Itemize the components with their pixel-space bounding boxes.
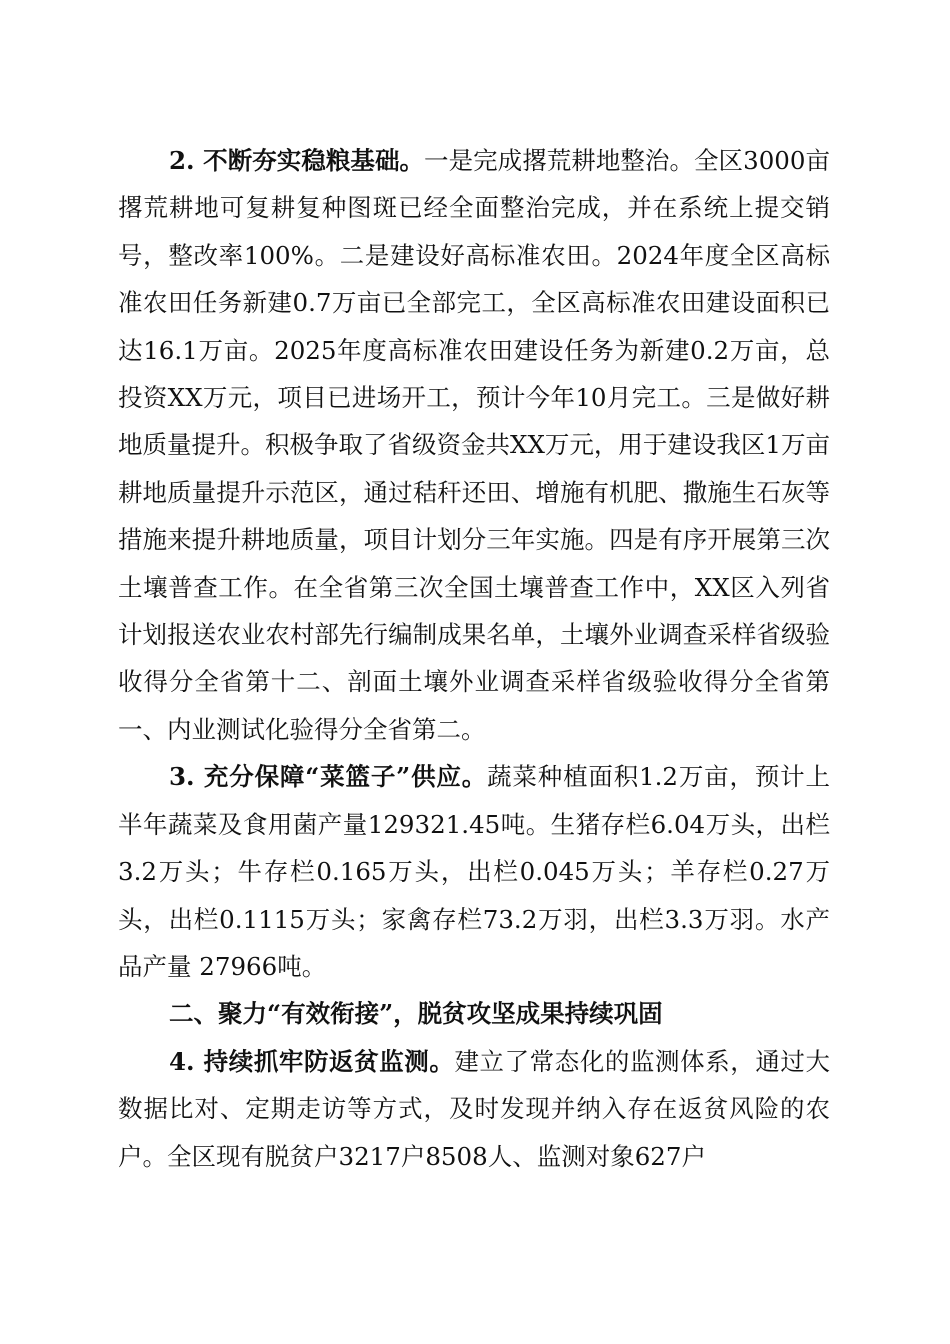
paragraph-body: 蔬菜种植面积1.2万亩，预计上半年蔬菜及食用菌产量129321.45吨。生猪存栏6.04万头，出栏3.2万头；牛存栏0.165万头，出栏0.045万头；羊存栏0.27万头，出栏0.1115万头；家禽存栏73.2万羽，出栏3.3万羽。水产品产量 27966吨。 [118, 762, 830, 981]
paragraph-vegetable-basket [118, 753, 830, 990]
section-heading [118, 990, 830, 1037]
paragraph-body: 建立了常态化的监测体系，通过大数据比对、定期走访等方式，及时发现并纳入存在返贫风险的农户。全区现有脱贫户3217户8508人、监测对象627户 [118, 1046, 830, 1171]
paragraph-lead: 2. 不断夯实稳粮基础。 [169, 146, 425, 175]
paragraph-grain-foundation [118, 137, 830, 753]
paragraph-lead: 4. 持续抓牢防返贫监测。 [169, 1046, 455, 1076]
paragraph-poverty-monitoring [118, 1038, 830, 1180]
paragraph-lead: 3. 充分保障“菜篮子”供应。 [169, 762, 488, 792]
document-page [118, 137, 830, 1180]
section-heading-text: 二、聚力“有效衔接”，脱贫攻坚成果持续巩固 [169, 999, 663, 1029]
paragraph-body: 一是完成撂荒耕地整治。全区3000亩撂荒耕地可复耕复种图斑已经全面整治完成，并在系统上提交销号，整改率100%。二是建设好高标准农田。2024年度全区高标准农田任务新建0.7万亩已全部完工，全区高标准农田建设面积已达16.1万亩。2025年度高标准农田建设任务为新建0.2万亩，总投资XX万元，项目已进场开工，预计今年10月完工。三是做好耕地质量提升。积极争取了省级资金共XX万元，用于建设我区1万亩耕地质量提升示范区，通过秸秆还田、增施有机肥、撒施生石灰等措施来提升耕地质量，项目计划分三年实施。四是有序开展第三次土壤普查工作。在全省第三次全国土壤普查工作中，XX区入列省计划报送农业农村部先行编制成果名单，土壤外业调查采样省级验收得分全省第十二、剖面土壤外业调查采样省级验收得分全省第一、内业测试化验得分全省第二。 [118, 146, 830, 744]
